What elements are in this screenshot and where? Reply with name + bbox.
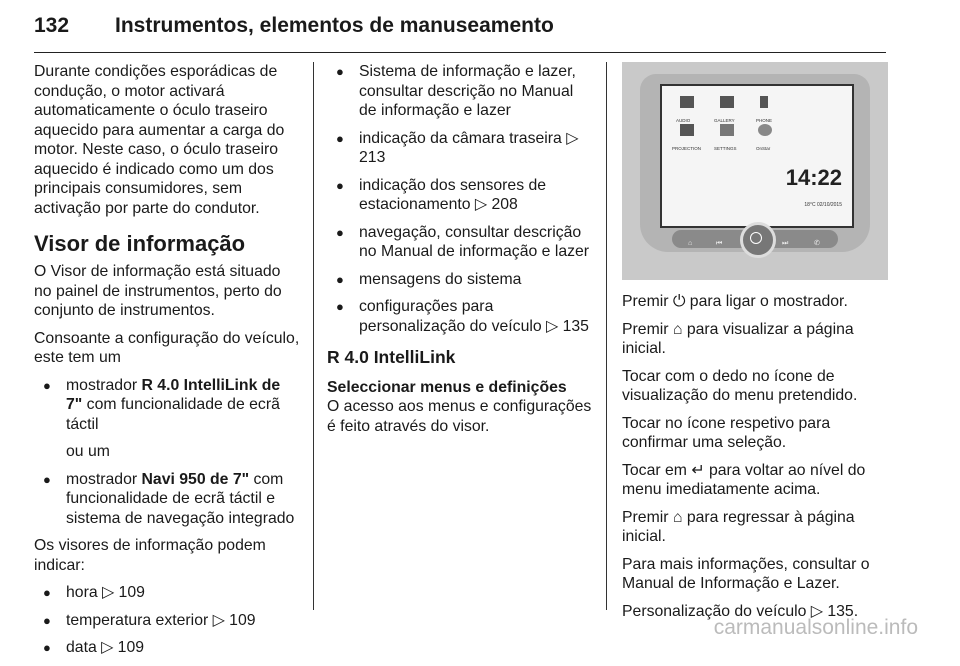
paragraph[interactable]: Personalização do veículo ▷ 135.	[622, 602, 859, 620]
paragraph: Premir ⌂ para visualizar a página inicial.	[622, 320, 854, 357]
app-label: PROJECTION	[672, 146, 702, 151]
projection-icon	[680, 124, 694, 136]
paragraph: Premir ⌂ para regressar à página inicial.	[622, 508, 855, 545]
list-item[interactable]: ● hora ▷ 109	[34, 583, 300, 603]
power-icon	[750, 232, 762, 244]
audio-icon	[680, 96, 694, 108]
display-options-list-2	[34, 470, 300, 529]
app-label: AUDIO	[676, 118, 691, 123]
settings-icon	[720, 124, 734, 136]
text: mostrador	[66, 470, 142, 488]
column-divider-2	[606, 62, 607, 610]
watermark: carmanualsonline.info	[713, 616, 918, 639]
previous-icon: ⏮	[716, 240, 723, 247]
list-item[interactable]: ● configurações para personalização do veículo ▷ 135	[327, 297, 592, 336]
display-panel	[660, 84, 854, 228]
subsection-heading: Seleccionar menus e definições	[327, 378, 567, 396]
next-icon: ⏭	[782, 240, 789, 247]
app-label: SETTINGS	[714, 146, 737, 151]
column-2	[327, 62, 592, 444]
infotainment-screen-photo	[622, 62, 888, 280]
model-name: Navi 950 de 7"	[141, 470, 250, 488]
paragraph: Premir ⏻ para ligar o mostrador.	[622, 293, 848, 310]
text: mostrador	[66, 376, 142, 394]
app-label: PHONE	[756, 118, 773, 123]
section-heading-visor: Visor de informação	[34, 231, 246, 256]
info-list	[34, 583, 300, 658]
paragraph: Tocar em ↵ para voltar ao nível do menu imediatamente acima.	[622, 461, 866, 498]
column-divider-1	[313, 62, 314, 610]
list-item[interactable]: ● data ▷ 109	[34, 638, 300, 658]
list-item: ● Sistema de informação e lazer, consultar descrição no Manual de informação e lazer	[327, 62, 592, 121]
temperature-date: 18°C 02/10/2015	[804, 202, 842, 208]
list-item: ● navegação, consultar descrição no Manual de informação e lazer	[327, 223, 592, 262]
intro-paragraph: Durante condições esporádicas de condução, o motor activará automaticamente o óculo traseiro aquecido para aumentar a carga do motor. Neste caso, o óculo traseiro aquecido é indicado como um dos principais consumidores, sem activação por parte do condutor.	[34, 63, 285, 217]
list-item[interactable]: ● temperatura exterior ▷ 109	[34, 611, 300, 631]
phone-icon: ✆	[814, 240, 820, 247]
paragraph: O acesso aos menus e configurações é feito através do visor.	[327, 398, 592, 435]
paragraph: Tocar no ícone respetivo para confirmar uma seleção.	[622, 414, 831, 451]
clock-time: 14:22	[785, 165, 842, 190]
column-3	[622, 62, 888, 629]
paragraph: Tocar com o dedo no ícone de visualização do menu pretendido.	[622, 367, 858, 404]
gallery-icon	[720, 96, 734, 108]
paragraph: Os visores de informação podem indicar:	[34, 537, 266, 574]
page-number: 132	[34, 14, 70, 37]
list-item[interactable]: ● indicação dos sensores de estacionamento ▷ 208	[327, 176, 592, 215]
model-name: R 4.0 IntelliLink de 7"	[66, 376, 281, 413]
list-item[interactable]: ● indicação da câmara traseira ▷ 213	[327, 129, 592, 168]
phone-icon	[760, 96, 768, 108]
list-item	[34, 470, 300, 529]
app-label: GALLERY	[714, 118, 735, 123]
column-1	[34, 62, 300, 666]
list-item	[34, 376, 300, 435]
text: com funcionalidade de ecrã táctil	[66, 396, 280, 433]
page-header	[34, 14, 886, 53]
or-text: ou um	[66, 443, 110, 460]
app-label: OnStar	[756, 146, 771, 151]
display-content-list	[327, 62, 592, 336]
display-options-list	[34, 376, 300, 435]
onstar-icon	[758, 124, 772, 136]
paragraph: O Visor de informação está situado no painel de instrumentos, perto do conjunto de instrumentos.	[34, 263, 282, 319]
paragraph: Para mais informações, consultar o Manual de Informação e Lazer.	[622, 555, 870, 592]
home-icon: ⌂	[688, 240, 693, 247]
text: com funcionalidade de ecrã táctil e sistema de navegação integrado	[66, 470, 295, 527]
page-title: Instrumentos, elementos de manuseamento	[115, 14, 554, 37]
section-heading-intellilink: R 4.0 IntelliLink	[327, 347, 456, 367]
paragraph: Consoante a configuração do veículo, este tem um	[34, 329, 300, 366]
list-item: ● mensagens do sistema	[327, 270, 592, 290]
